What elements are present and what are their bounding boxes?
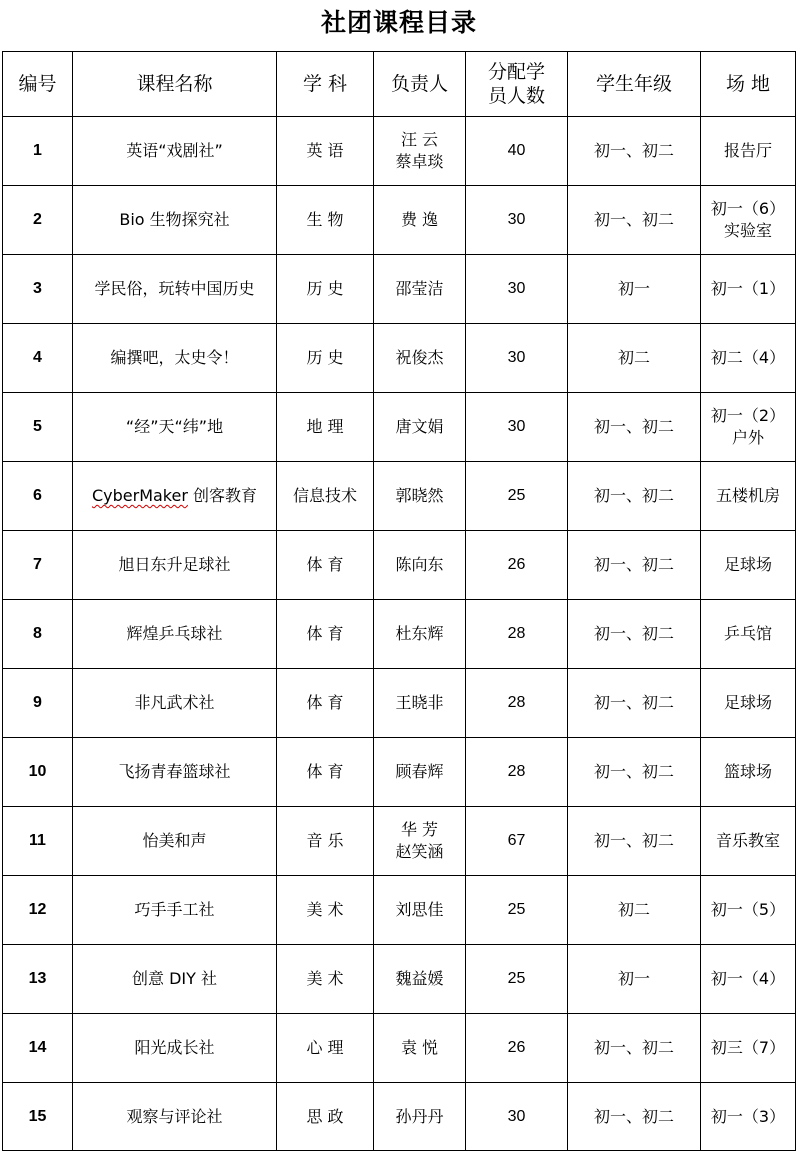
leader-cell <box>374 600 466 669</box>
row-number-cell: 11 <box>3 807 73 876</box>
leader-name: 刘思佳 <box>395 900 444 919</box>
enrollment-count-cell: 30 <box>466 1083 568 1151</box>
venue-cell <box>701 393 796 462</box>
venue-cell <box>701 738 796 807</box>
row-number-cell: 6 <box>3 462 73 531</box>
leader-name: 魏益媛 <box>395 969 444 988</box>
leader-cell <box>374 945 466 1014</box>
course-name-text: Bio 生物探究社 <box>119 210 230 229</box>
course-name-cell <box>73 945 277 1014</box>
course-name-cell <box>73 738 277 807</box>
subject-cell: 心 理 <box>277 1014 374 1083</box>
table-row <box>3 807 796 876</box>
course-name-text: CyberMaker <box>91 486 188 505</box>
course-name-text: 观察与评论社 <box>126 1106 223 1126</box>
leader-cell <box>374 669 466 738</box>
leader-cell <box>374 117 466 186</box>
leader-cell <box>374 393 466 462</box>
course-name-cell <box>73 600 277 669</box>
table-row <box>3 255 796 324</box>
subject-cell: 思 政 <box>277 1083 374 1151</box>
subject-cell: 体 育 <box>277 531 374 600</box>
grade-cell: 初一、初二 <box>568 531 701 600</box>
leader-name: 杜东辉 <box>395 624 444 643</box>
leader-name: 郭晓然 <box>395 486 444 505</box>
enrollment-count-cell: 26 <box>466 531 568 600</box>
column-header-course-name: 课程名称 <box>73 52 277 117</box>
column-header-venue: 场 地 <box>701 52 796 117</box>
subject-cell: 体 育 <box>277 669 374 738</box>
subject-cell: 体 育 <box>277 600 374 669</box>
course-name-text: 学民俗，玩转中国历史 <box>94 279 255 298</box>
leader-name: 祝俊杰 <box>395 348 444 367</box>
venue-cell <box>701 117 796 186</box>
column-header-enrollment <box>466 52 568 117</box>
column-header-leader: 负责人 <box>374 52 466 117</box>
course-name-text: 巧手手工社 <box>134 900 215 919</box>
leader-cell <box>374 876 466 945</box>
enrollment-count-cell: 30 <box>466 255 568 324</box>
row-number-cell: 5 <box>3 393 73 462</box>
subject-cell: 历 史 <box>277 324 374 393</box>
leader-name: 汪 云 <box>400 130 439 149</box>
leader-cell <box>374 738 466 807</box>
venue-line: 实验室 <box>723 221 772 240</box>
row-number-cell: 7 <box>3 531 73 600</box>
venue-line: 乒乓馆 <box>723 624 772 643</box>
enrollment-count-cell: 30 <box>466 324 568 393</box>
row-number-cell: 2 <box>3 186 73 255</box>
course-name-cell <box>73 1083 277 1151</box>
grade-cell: 初一 <box>568 255 701 324</box>
venue-line: 初二（4） <box>710 348 786 367</box>
row-number-cell: 4 <box>3 324 73 393</box>
leader-cell <box>374 186 466 255</box>
course-name-cell <box>73 807 277 876</box>
subject-cell: 生 物 <box>277 186 374 255</box>
venue-cell <box>701 462 796 531</box>
grade-cell: 初一、初二 <box>568 807 701 876</box>
leader-name: 袁 悦 <box>400 1038 439 1057</box>
venue-line: 足球场 <box>723 693 772 712</box>
venue-line: 音乐教室 <box>715 831 780 850</box>
row-number-cell: 14 <box>3 1014 73 1083</box>
subject-cell: 美 术 <box>277 945 374 1014</box>
course-name-text: 飞扬青春篮球社 <box>118 762 231 781</box>
venue-line: 五楼机房 <box>715 486 780 505</box>
grade-cell: 初一、初二 <box>568 738 701 807</box>
row-number-cell: 13 <box>3 945 73 1014</box>
enrollment-count-cell: 30 <box>466 186 568 255</box>
table-row <box>3 324 796 393</box>
page-title: 社团课程目录 <box>320 8 477 37</box>
table-row <box>3 669 796 738</box>
course-name-text: 英语“戏剧社” <box>126 141 223 160</box>
column-header-enrollment-line: 分配学 <box>487 61 545 83</box>
course-name-cell <box>73 324 277 393</box>
course-name-cell <box>73 462 277 531</box>
table-row <box>3 186 796 255</box>
column-header-subject: 学 科 <box>277 52 374 117</box>
course-name-cell <box>73 669 277 738</box>
enrollment-count-cell: 67 <box>466 807 568 876</box>
leader-cell <box>374 807 466 876</box>
subject-cell: 音 乐 <box>277 807 374 876</box>
grade-cell: 初二 <box>568 324 701 393</box>
enrollment-count-cell: 28 <box>466 600 568 669</box>
grade-cell: 初一、初二 <box>568 669 701 738</box>
venue-line: 初一（6） <box>710 199 786 218</box>
subject-cell: 信息技术 <box>277 462 374 531</box>
enrollment-count-cell: 30 <box>466 393 568 462</box>
venue-line: 足球场 <box>723 555 772 574</box>
course-name-text: 辉煌乒乓球社 <box>126 624 223 643</box>
grade-cell: 初一、初二 <box>568 1014 701 1083</box>
enrollment-count-cell: 28 <box>466 669 568 738</box>
leader-name: 陈向东 <box>395 555 444 574</box>
leader-name: 赵笑涵 <box>395 842 444 861</box>
grade-cell: 初一、初二 <box>568 1083 701 1151</box>
venue-cell <box>701 945 796 1014</box>
venue-cell <box>701 324 796 393</box>
table-body <box>3 117 796 1151</box>
enrollment-count-cell: 26 <box>466 1014 568 1083</box>
venue-cell <box>701 186 796 255</box>
course-name-cell <box>73 117 277 186</box>
column-header-enrollment-line: 员人数 <box>487 85 545 107</box>
venue-line: 初一（5） <box>710 900 786 919</box>
grade-cell: 初一、初二 <box>568 600 701 669</box>
course-name-cell <box>73 531 277 600</box>
row-number-cell: 9 <box>3 669 73 738</box>
course-name-cell <box>73 876 277 945</box>
leader-name: 顾春辉 <box>395 762 444 781</box>
course-name-text: 创客教育 <box>187 486 258 505</box>
table-row <box>3 462 796 531</box>
table-row <box>3 876 796 945</box>
enrollment-count-cell: 25 <box>466 462 568 531</box>
course-name-text: 阳光成长社 <box>134 1038 215 1057</box>
table-row <box>3 117 796 186</box>
course-name-text: 怡美和声 <box>142 831 207 850</box>
table-row <box>3 1083 796 1151</box>
grade-cell: 初一、初二 <box>568 117 701 186</box>
course-name-text: 旭日东升足球社 <box>118 555 231 574</box>
table-row <box>3 738 796 807</box>
grade-cell: 初一、初二 <box>568 186 701 255</box>
subject-cell: 体 育 <box>277 738 374 807</box>
course-name-cell <box>73 186 277 255</box>
subject-cell: 美 术 <box>277 876 374 945</box>
leader-name: 蔡卓琰 <box>395 152 444 171</box>
leader-name: 华 芳 <box>400 820 439 839</box>
leader-name: 费 逸 <box>400 210 439 229</box>
table-row <box>3 945 796 1014</box>
leader-name: 孙丹丹 <box>395 1106 444 1126</box>
grade-cell: 初一、初二 <box>568 462 701 531</box>
leader-cell <box>374 255 466 324</box>
leader-cell <box>374 324 466 393</box>
course-name-cell <box>73 255 277 324</box>
enrollment-count-cell: 25 <box>466 945 568 1014</box>
venue-cell <box>701 876 796 945</box>
venue-line: 报告厅 <box>723 141 772 160</box>
course-name-cell <box>73 1014 277 1083</box>
course-name-text: 创意 DIY 社 <box>132 969 217 988</box>
leader-name: 王晓非 <box>395 693 444 712</box>
row-number-cell: 10 <box>3 738 73 807</box>
leader-cell <box>374 1083 466 1151</box>
table-row <box>3 1014 796 1083</box>
subject-cell: 英 语 <box>277 117 374 186</box>
row-number-cell: 3 <box>3 255 73 324</box>
subject-cell: 历 史 <box>277 255 374 324</box>
venue-cell <box>701 1014 796 1083</box>
course-name-text: 非凡武术社 <box>134 693 215 712</box>
table-header-row <box>3 52 796 117</box>
venue-line: 户外 <box>731 428 764 447</box>
grade-cell: 初一、初二 <box>568 393 701 462</box>
venue-line: 初一（4） <box>710 969 786 988</box>
row-number-cell: 12 <box>3 876 73 945</box>
leader-cell <box>374 531 466 600</box>
enrollment-count-cell: 25 <box>466 876 568 945</box>
leader-cell <box>374 1014 466 1083</box>
venue-cell <box>701 669 796 738</box>
enrollment-count-cell: 28 <box>466 738 568 807</box>
venue-cell <box>701 600 796 669</box>
column-header-grade: 学生年级 <box>568 52 701 117</box>
course-name-cell <box>73 393 277 462</box>
course-name-text: “经”天“纬”地 <box>125 417 224 436</box>
course-catalog-table <box>2 51 796 1151</box>
leader-name: 唐文娟 <box>395 417 444 436</box>
row-number-cell: 1 <box>3 117 73 186</box>
venue-line: 初一（1） <box>710 279 786 298</box>
venue-cell <box>701 531 796 600</box>
table-row <box>3 393 796 462</box>
venue-cell <box>701 1083 796 1151</box>
column-header-number: 编号 <box>3 52 73 117</box>
course-name-text: 编撰吧，太史令！ <box>110 348 239 367</box>
venue-line: 初一（2） <box>710 406 786 425</box>
grade-cell: 初二 <box>568 876 701 945</box>
leader-cell <box>374 462 466 531</box>
enrollment-count-cell: 40 <box>466 117 568 186</box>
leader-name: 邵莹洁 <box>395 279 444 298</box>
subject-cell: 地 理 <box>277 393 374 462</box>
venue-line: 篮球场 <box>723 762 772 781</box>
grade-cell: 初一 <box>568 945 701 1014</box>
venue-line: 初一（3） <box>710 1106 786 1126</box>
venue-cell <box>701 807 796 876</box>
row-number-cell: 15 <box>3 1083 73 1151</box>
table-row <box>3 600 796 669</box>
row-number-cell: 8 <box>3 600 73 669</box>
venue-line: 初三（7） <box>710 1038 786 1057</box>
table-row <box>3 531 796 600</box>
venue-cell <box>701 255 796 324</box>
